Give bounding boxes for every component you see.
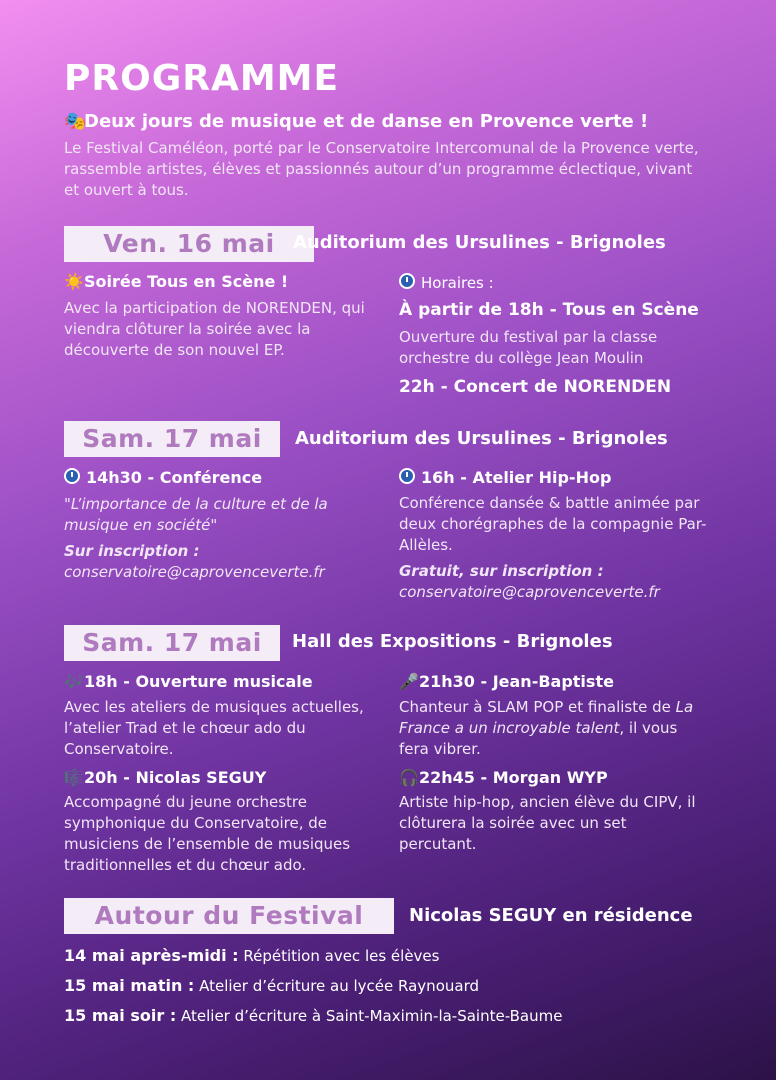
day2-left-text: "L’importance de la culture et de la musique en société"	[64, 495, 328, 534]
day1-venue: Auditorium des Ursulines - Brignoles	[293, 232, 666, 253]
day1-item2-heading: 22h - Concert de NORENDEN	[399, 377, 672, 397]
clock-icon	[399, 468, 415, 484]
day3-left1-text: Avec les ateliers de musiques actuelles, l’atelier Trad et le chœur ado du Conservatoire.	[64, 698, 364, 758]
day3-left1-heading: 🎶18h - Ouverture musicale	[64, 672, 313, 691]
day3-right1-heading: 🎤21h30 - Jean-Baptiste	[399, 672, 614, 691]
day1-left-text: Avec la participation de NORENDEN, qui viendra clôturer la soirée avec la découverte de son nouvel EP.	[64, 299, 365, 359]
autour-badge: Autour du Festival	[64, 898, 394, 934]
day2-left-heading: 14h30 - Conférence	[64, 467, 262, 487]
day2-right-email[interactable]: conservatoire@caprovenceverte.fr	[399, 583, 660, 601]
day2-left-email[interactable]: conservatoire@caprovenceverte.fr	[64, 563, 325, 581]
subtitle	[64, 111, 648, 132]
day3-left2-text: Accompagné du jeune orchestre symphonique du Conservatoire, de musiciens de l’ensemble de musiques traditionnelles et du chœur ado.	[64, 793, 351, 874]
day3-venue: Hall des Expositions - Brignoles	[292, 631, 613, 652]
day3-right1-text: Chanteur à SLAM POP et finaliste de La France a un incroyable talent, il vous fera vibrer.	[399, 698, 694, 758]
list-item: 14 mai après-midi : Répétition avec les élèves	[64, 946, 440, 965]
microphone-icon: 🎤	[399, 672, 419, 691]
theater-masks-icon: 🎭	[64, 111, 87, 132]
sun-icon: ☀️	[64, 272, 84, 291]
subtitle-text: Deux jours de musique et de danse en Provence verte !	[84, 111, 649, 132]
day3-badge: Sam. 17 mai	[64, 625, 280, 661]
day1-item1-text: Ouverture du festival par la classe orchestre du collège Jean Moulin	[399, 328, 658, 367]
day3-right2-text: Artiste hip-hop, ancien élève du CIPV, il clôturera la soirée avec un set percutant.	[399, 793, 696, 853]
page-title: PROGRAMME	[64, 58, 340, 99]
day2-right-text: Conférence dansée & battle animée par deux chorégraphes de la compagnie Par-Allèles.	[399, 494, 707, 554]
day2-right-heading: 16h - Atelier Hip-Hop	[399, 467, 611, 487]
clock-icon	[399, 273, 415, 289]
list-item: 15 mai soir : Atelier d’écriture à Saint-Maximin-la-Sainte-Baume	[64, 1006, 563, 1025]
day2-badge: Sam. 17 mai	[64, 421, 280, 457]
day3-left2-heading: 🎼20h - Nicolas SEGUY	[64, 768, 267, 787]
day1-right-heading: Horaires :	[399, 272, 494, 292]
intro-paragraph: Le Festival Caméléon, porté par le Conservatoire Intercomunal de la Provence verte, rassemble artistes, élèves et passionnés autour d’un programme éclectique, vivant et ouvert à tous.	[64, 139, 699, 199]
musical-score-icon: 🎼	[64, 768, 84, 787]
day3-right2-heading: 🎧22h45 - Morgan WYP	[399, 768, 608, 787]
day2-right-registration: Gratuit, sur inscription :	[399, 562, 604, 580]
day1-item1-heading: À partir de 18h - Tous en Scène	[399, 300, 699, 320]
headphones-icon: 🎧	[399, 768, 419, 787]
music-notes-icon: 🎶	[64, 672, 84, 691]
day2-venue: Auditorium des Ursulines - Brignoles	[295, 428, 668, 449]
day1-left-heading: ☀️Soirée Tous en Scène !	[64, 272, 289, 291]
day1-badge: Ven. 16 mai	[64, 226, 314, 262]
clock-icon	[64, 468, 80, 484]
list-item: 15 mai matin : Atelier d’écriture au lycée Raynouard	[64, 976, 479, 995]
day2-left-registration: Sur inscription :	[64, 542, 200, 560]
autour-venue: Nicolas SEGUY en résidence	[409, 905, 693, 926]
